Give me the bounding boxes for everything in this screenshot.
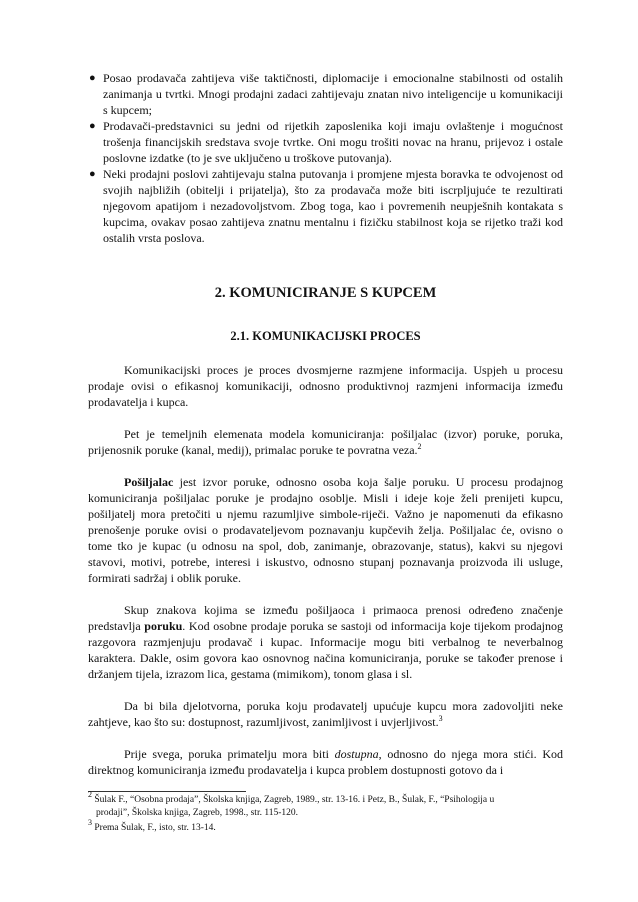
bullet-icon: ● — [89, 72, 96, 84]
footnote-divider — [88, 791, 246, 792]
paragraph-elements: Pet je temeljnih elemenata modela komuniciranja: pošiljalac (izvor) poruke, poruka, prijenosnik poruke (kanal, medij), primalac poruke te povratna veza.$^2$ — [88, 427, 563, 457]
list-item — [88, 70, 563, 118]
paragraph-availability: Prije svega, poruka primatelju mora biti dostupna, odnosno do njega mora stići. Kod direktnog komuniciranja između prodavatelja i kupca problem dostupnosti gotovo da i — [88, 747, 563, 777]
paragraph-sender: Pošiljalac jest izvor poruke, odnosno osoba koja šalje poruku. U procesu prodajnog komuniciranja pošiljalac poruke je prodajno osoblje. Misli i ideje koje želi prenijeti kupcu, pošiljatelj mora pretočiti u njemu razumljive simbole-riječi. Važno je napomenuti da efikasno prenošenje poruke ovisi o prodavateljevom poznavanju kupčevih želja. Pošiljalac će, ovisno o tome tko je kupac (u odnosu na spol, dob, zanimanje, obrazovanje, status), kakvi su njegovi stavovi, motivi, potrebe, interesi i iskustvo, odnosno stupanj poznavanja proizvoda ili usluge, formirati sadržaj i oblik poruke. — [88, 475, 563, 585]
term-available: dostupna — [334, 747, 379, 761]
list-item-text: Prodavači-predstavnici su jedni od rijetkih zaposlenika koji imaju ovlaštenje i mogućnost trošenja financijskih sredstava svoje tvrtke. Oni mogu trošiti novac na hranu, prijevoz i ostale poslovne izdatke (to je sve uključeno u troškove putovanja). — [103, 119, 563, 165]
list-item-text: Neki prodajni poslovi zahtijevaju stalna putovanja i promjene mjesta boravka te odvojenost od svojih najbližih (obitelji i prijatelja), što za prodavača može biti iscrpljujuće te rezultirati njegovom apatijom i nezadovoljstvom. Zbog toga, kao i povremenih neupješnih kontakata s kupcima, ovakav posao zahtijeva znatnu mentalnu i fizičku stabilnost koja se rijetko traži kod ostalih vrsta poslova. — [103, 167, 563, 245]
list-item — [88, 118, 563, 166]
list-item — [88, 166, 563, 246]
subsection-heading: 2.1. KOMUNIKACIJSKI PROCES — [230, 329, 421, 343]
term-message: poruku — [144, 619, 183, 633]
footnote-ref-2[interactable]: 2 — [417, 442, 422, 451]
paragraph-message: Skup znakova kojima se između pošiljaoca i primaoca prenosi određeno značenje predstavlja poruku. Kod osobne prodaje poruka se sastoji od informacija koje tijekom prodajnog razgovora razmjenjuju prodavač i kupac. Informacije mogu biti verbalnog te neverbalnog karaktera. Dakle, osim govora kao osnovnog načina komuniciranja, poruke se također prenose i držanjem tijela, izrazom lica, gestama (mimikom), tonom glasa i sl. — [88, 603, 563, 681]
paragraph-intro: Komunikacijski proces je proces dvosmjerne razmjene informacija. Uspjeh u procesu prodaje ovisi o efikasnoj komunikaciji, odnosno produktivnoj razmjeni informacija između prodavatelja i kupca. — [88, 363, 563, 409]
paragraph-requirements: Da bi bila djelotvorna, poruka koju prodavatelj upućuje kupcu mora zadovoljiti neke zahtjeve, kao što su: dostupnost, razumljivost, zanimljivost i uvjerljivost.$^3$ — [88, 699, 563, 729]
bullet-list — [88, 70, 563, 246]
bullet-icon: ● — [89, 168, 96, 180]
footnote-3: $^3$ Prema Šulak, F., isto, str. 13-14. — [88, 818, 216, 833]
bullet-icon: ● — [89, 120, 96, 132]
footnote-2: $^2$ Šulak F., “Osobna prodaja”, Školska knjiga, Zagreb, 1989., str. 13-16. i Petz, B., Šulak, F., “Psihologija u prodaji”, Školska knjiga, Zagreb, 1998., str. 115-120. — [88, 790, 495, 818]
footnote-ref-3[interactable]: 3 — [438, 714, 443, 723]
section-heading: 2. KOMUNICIRANJE S KUPCEM — [214, 285, 437, 301]
term-sender: Pošiljalac — [124, 475, 174, 489]
list-item-text: Posao prodavača zahtijeva više taktičnosti, diplomacije i emocionalne stabilnosti od ostalih zanimanja u tvrtki. Mnogi prodajni zadaci zahtijevaju znatan nivo inteligencije u komunikaciji s kupcem; — [103, 71, 563, 117]
document-page — [88, 70, 563, 835]
